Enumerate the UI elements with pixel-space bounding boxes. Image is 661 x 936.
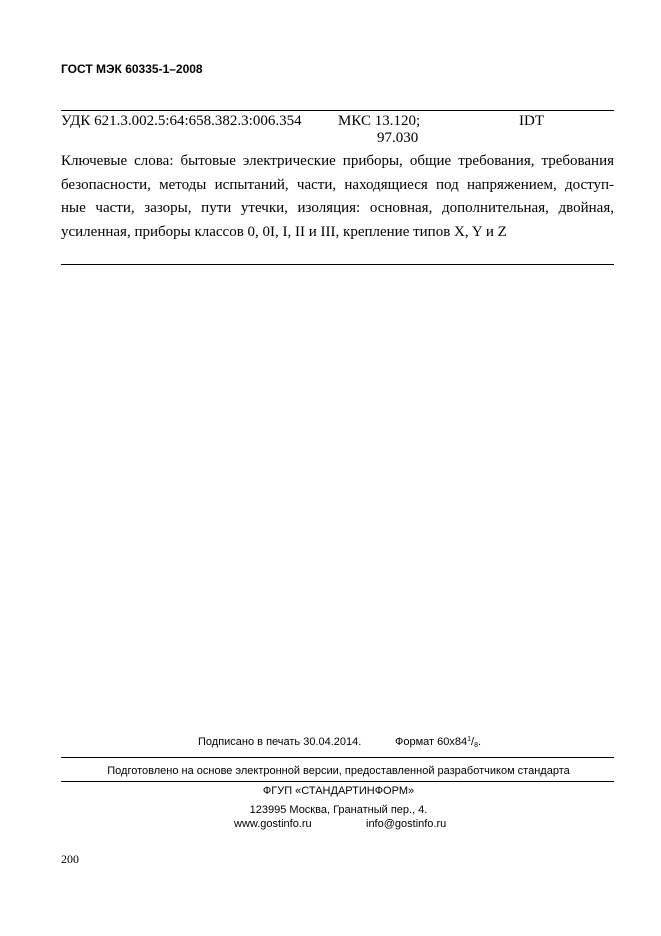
keywords-line: усиленная, приборы классов 0, 0I, I, II и III, крепление типов X, Y и Z bbox=[61, 223, 507, 240]
prepared-note: Подготовлено на основе электронной версии, предоставленной разработчиком стандарта bbox=[107, 765, 570, 777]
mks-code-continuation: 97.030 bbox=[377, 130, 419, 146]
publisher-name: ФГУП «СТАНДАРТИНФОРМ» bbox=[262, 785, 415, 797]
publisher-website: www.gostinfo.ru bbox=[234, 818, 312, 830]
udk-code: УДК 621.3.002.5:64:658.382.3:006.354 bbox=[61, 113, 302, 129]
idt-label: IDT bbox=[519, 113, 544, 129]
keywords-line: безопасности, методы испытаний, части, находящиеся под напряжением, доступ- bbox=[61, 176, 614, 193]
document-header: ГОСТ МЭК 60335-1–2008 bbox=[61, 62, 203, 76]
footer-divider-bottom bbox=[61, 781, 614, 782]
paper-format-suffix: . bbox=[477, 736, 482, 748]
publisher-address: 123995 Москва, Гранатный пер., 4. bbox=[249, 804, 428, 816]
page-number: 200 bbox=[61, 852, 79, 866]
footer-divider-top bbox=[61, 757, 614, 758]
paper-format-numerator: 1 bbox=[467, 736, 472, 743]
publisher-email: info@gostinfo.ru bbox=[366, 818, 447, 830]
keywords-line: ные части, зазоры, пути утечки, изоляция: основная, дополнительная, двойная, bbox=[61, 200, 614, 216]
keywords-bottom-divider bbox=[61, 264, 614, 265]
paper-format: Формат $60х84^1/_8$. bbox=[395, 736, 482, 749]
paper-format-denominator: 8 bbox=[474, 742, 478, 749]
paper-format-prefix: Формат 60х84 bbox=[395, 736, 468, 748]
signed-for-print: Подписано в печать 30.04.2014. bbox=[198, 736, 362, 748]
keywords-line: Ключевые слова: бытовые электрические приборы, общие требования, требования bbox=[61, 153, 614, 169]
mks-code: МКС 13.120; bbox=[338, 113, 421, 129]
top-divider bbox=[61, 110, 614, 111]
keywords-paragraph bbox=[61, 150, 614, 244]
